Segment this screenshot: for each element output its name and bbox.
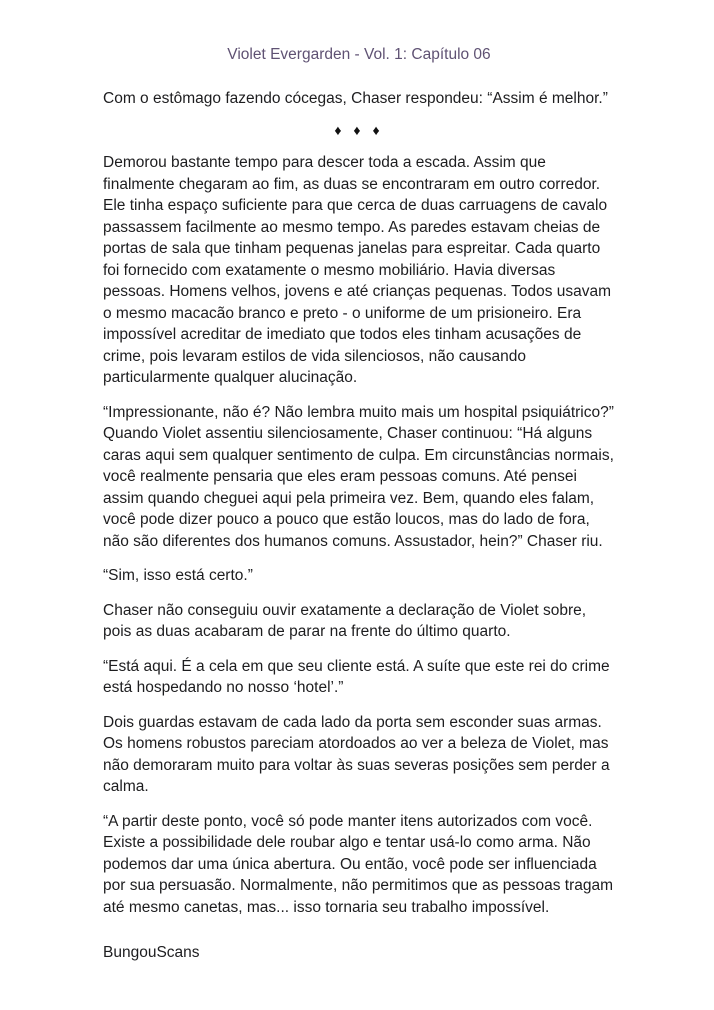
paragraph: “Sim, isso está certo.”	[103, 567, 253, 584]
page-title: Violet Evergarden - Vol. 1: Capítulo 06	[227, 46, 491, 63]
scanlation-credit: BungouScans	[103, 944, 200, 961]
paragraph: “A partir deste ponto, você só pode manter itens autorizados com você. Existe a possibilidade dele roubar algo e tentar usá-lo como arma. Não podemos dar uma única abertura. Ou então, você pode ser influenciada por sua persuasão. Normalmente, não permitimos que as pessoas tragam até mesmo canetas, mas... isso tornaria seu trabalho impossível.	[103, 812, 614, 916]
paragraph: “Está aqui. É a cela em que seu cliente está. A suíte que este rei do crime está hospedando no nosso ‘hotel’.”	[103, 657, 610, 696]
paragraph: Chaser não conseguiu ouvir exatamente a declaração de Violet sobre, pois as duas acabaram de parar na frente do último quarto.	[103, 601, 587, 640]
scene-break-separator: ♦ ♦ ♦	[334, 121, 384, 138]
paragraph: “Impressionante, não é? Não lembra muito mais um hospital psiquiátrico?” Quando Violet assentiu silenciosamente, Chaser continuou: “Há alguns caras aqui sem qualquer sentimento de culpa. Em circunstâncias normais, você realmente pensaria que eles eram pessoas comuns. Até pensei assim quando cheguei aqui pela primeira vez. Bem, quando eles falam, você pode dizer pouco a pouco que estão loucos, mas do lado de fora, não são diferentes dos humanos comuns. Assustador, hein?” Chaser riu.	[103, 403, 614, 550]
paragraph: Demorou bastante tempo para descer toda a escada. Assim que finalmente chegaram ao fim, as duas se encontraram em outro corredor. Ele tinha espaço suficiente para que cerca de duas carruagens de cavalo passassem facilmente ao mesmo tempo. As paredes estavam cheias de portas de sala que tinham pequenas janelas para espreitar. Cada quarto foi fornecido com exatamente o mesmo mobiliário. Havia diversas pessoas. Homens velhos, jovens e até crianças pequenas. Todos usavam o mesmo macacão branco e preto - o uniforme de um prisioneiro. Era impossível acreditar de imediato que todos eles tinham acusações de crime, pois levaram estilos de vida silenciosos, não causando particularmente qualquer alucinação.	[103, 154, 612, 386]
paragraph: Com o estômago fazendo cócegas, Chaser respondeu: “Assim é melhor.”	[103, 90, 608, 107]
paragraph: Dois guardas estavam de cada lado da porta sem esconder suas armas. Os homens robustos pareciam atordoados ao ver a beleza de Violet, mas não demoraram muito para voltar às suas severas posições sem perder a calma.	[103, 713, 610, 795]
